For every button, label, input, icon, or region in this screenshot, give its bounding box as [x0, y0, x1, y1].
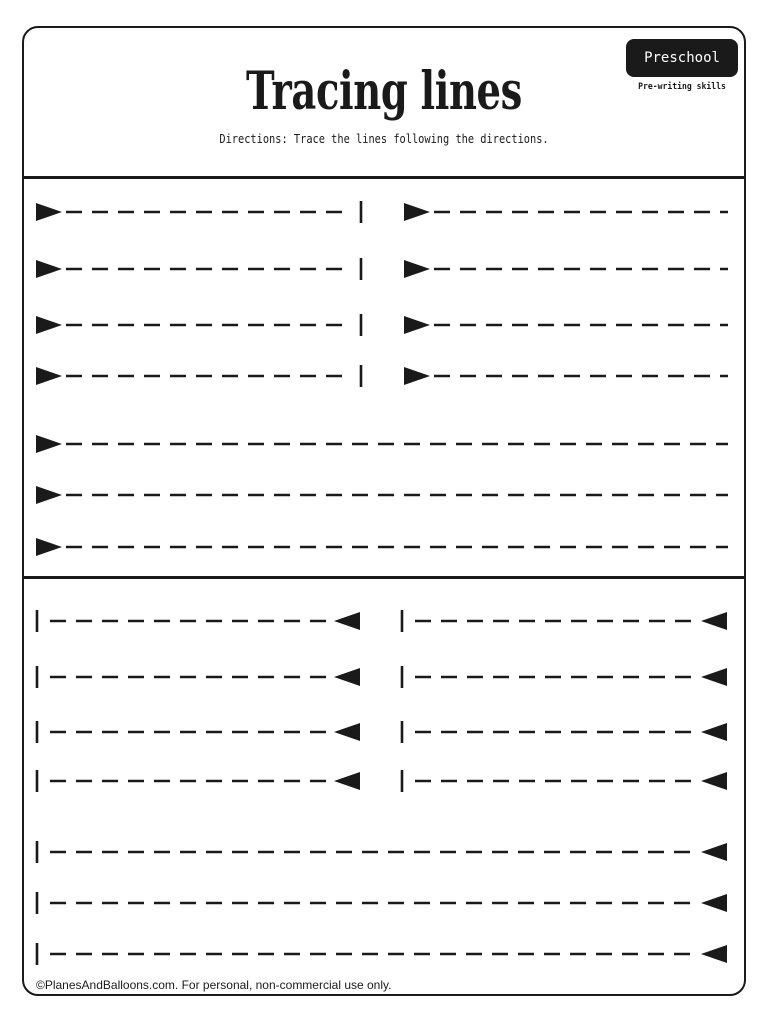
arrow-right-icon: [404, 316, 430, 334]
arrow-right-icon: [404, 203, 430, 221]
arrow-left-icon: [701, 723, 727, 741]
skill-label: Pre-writing skills: [638, 82, 726, 92]
arrow-right-icon: [404, 367, 430, 385]
arrow-left-icon: [334, 723, 360, 741]
worksheet-title: Tracing lines: [246, 61, 522, 122]
arrow-right-icon: [36, 435, 62, 453]
arrow-left-icon: [334, 668, 360, 686]
arrow-left-icon: [701, 945, 727, 963]
directions-text: Directions: Trace the lines following the directions.: [219, 132, 549, 146]
arrow-left-icon: [334, 772, 360, 790]
arrow-left-icon: [701, 612, 727, 630]
arrow-left-icon: [701, 668, 727, 686]
arrow-right-icon: [404, 260, 430, 278]
worksheet-frame: [22, 26, 746, 996]
arrow-left-icon: [701, 894, 727, 912]
arrow-left-icon: [701, 772, 727, 790]
tracing-lines-area: [24, 28, 744, 994]
arrow-right-icon: [36, 316, 62, 334]
arrow-right-icon: [36, 260, 62, 278]
arrow-left-icon: [334, 612, 360, 630]
arrow-right-icon: [36, 486, 62, 504]
arrow-right-icon: [36, 367, 62, 385]
arrow-left-icon: [701, 843, 727, 861]
arrow-right-icon: [36, 538, 62, 556]
arrow-right-icon: [36, 203, 62, 221]
level-badge: Preschool: [626, 39, 738, 77]
copyright-footer: ©PlanesAndBalloons.com. For personal, non-commercial use only.: [36, 978, 392, 992]
